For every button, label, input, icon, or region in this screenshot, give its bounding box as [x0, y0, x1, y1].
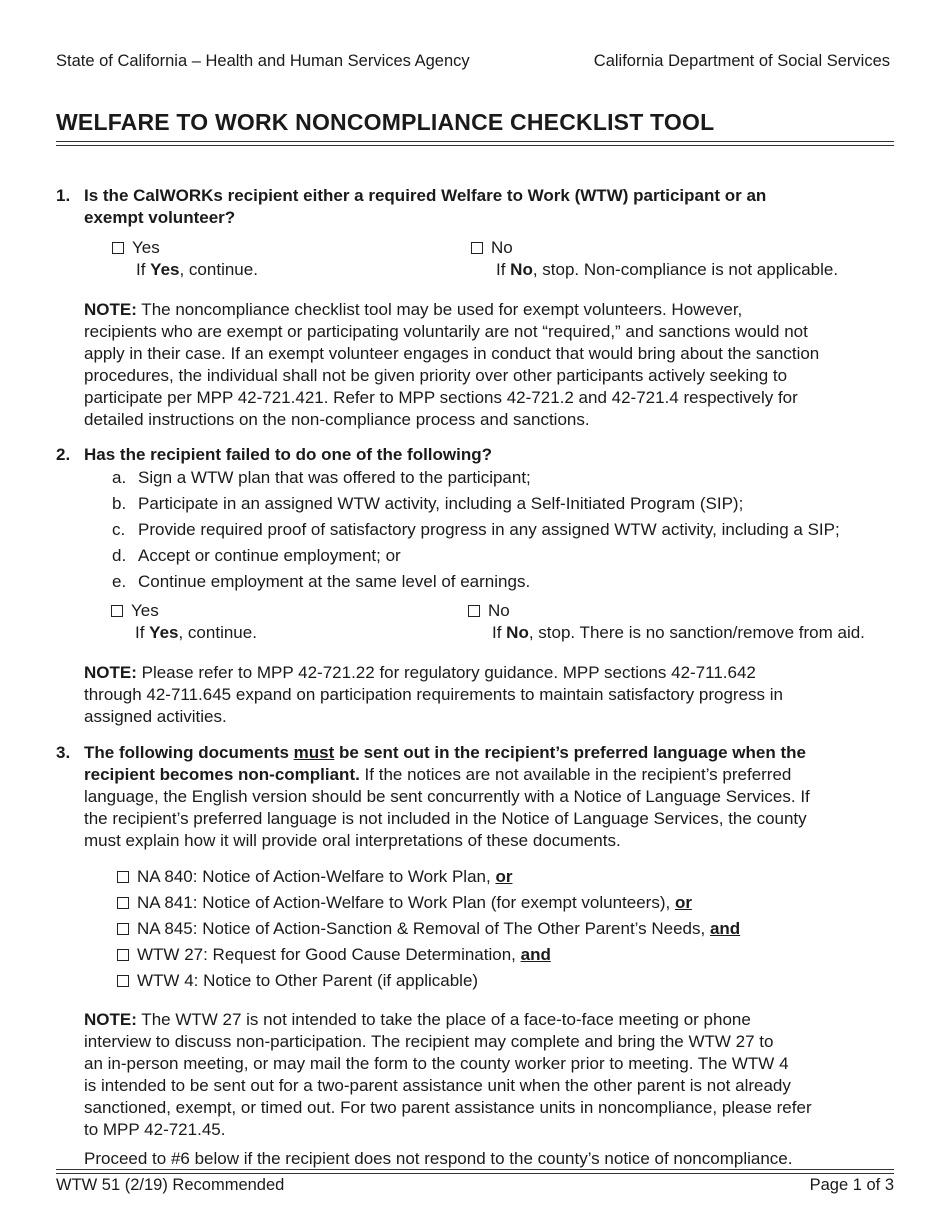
footer-page-number: Page 1 of 3 [809, 1176, 894, 1194]
q3-note-line: is intended to be sent out for a two-parent assistance unit when the other parent is not already [84, 1076, 791, 1095]
doc-text: WTW 27: Request for Good Cause Determination, [137, 945, 521, 964]
page-title: WELFARE TO WORK NONCOMPLIANCE CHECKLIST TOOL [56, 109, 715, 135]
doc-checkbox-item[interactable] [117, 892, 740, 918]
q2-note-label: NOTE: [84, 663, 137, 682]
q1-number: 1. [56, 186, 71, 205]
doc-text: NA 840: Notice of Action-Welfare to Work Plan, [137, 867, 496, 886]
doc-checkbox[interactable] [117, 897, 129, 909]
q3-line: must explain how it will provide oral interpretations of these documents. [84, 831, 621, 850]
q1-yes-label: Yes [132, 238, 160, 257]
q3-note-line: sanctioned, exempt, or timed out. For two parent assistance units in noncompliance, please refer [84, 1098, 812, 1117]
footer-divider [56, 1169, 894, 1170]
q1-note-line: detailed instructions on the non-compliance process and sanctions. [84, 410, 590, 429]
title-divider [56, 141, 894, 142]
q2-no-checkbox[interactable] [468, 605, 480, 617]
list-item [112, 467, 840, 493]
q2-note-line: through 42-711.645 expand on participation requirements to maintain satisfactory progress in [84, 685, 783, 704]
q1-no-label: No [491, 238, 513, 257]
q2-yes-option[interactable] [111, 600, 159, 622]
q1-yes-instruction [136, 259, 258, 281]
q3-proceed-instruction: Proceed to #6 below if the recipient does not respond to the county’s notice of noncompliance. [84, 1149, 793, 1168]
list-item-letter: c. [112, 520, 126, 539]
q1-note [84, 299, 819, 431]
q3-line2-rest: If the notices are not available in the recipient’s preferred [359, 765, 792, 784]
doc-text: NA 841: Notice of Action-Welfare to Work Plan (for exempt volunteers), [137, 893, 675, 912]
q2-note-line [84, 662, 783, 684]
q1-note-line: apply in their case. If an exempt volunteer engages in conduct that would bring about the sanction [84, 344, 820, 363]
doc-conjunction: or [674, 893, 692, 912]
q3-note-line: interview to discuss non-participation. The recipient may complete and bring the WTW 27 to [84, 1032, 774, 1051]
q1-question-line2: exempt volunteer? [84, 208, 236, 227]
doc-checkbox-item[interactable] [117, 918, 740, 944]
q2-yes-label: Yes [131, 601, 159, 620]
q1-note-line: recipients who are exempt or participating voluntarily are not “required,” and sanctions would not [84, 322, 808, 341]
q2-number: 2. [56, 445, 71, 464]
q2-note-line: assigned activities. [84, 707, 227, 726]
q2-no-label: No [488, 601, 510, 620]
q1-yes-option[interactable] [112, 237, 160, 259]
doc-checkbox[interactable] [117, 871, 129, 883]
q1-question [84, 185, 766, 229]
q3-note [84, 1009, 812, 1141]
doc-conjunction: and [520, 945, 551, 964]
q1-note-line [84, 299, 819, 321]
q1-no-note-bold: No [510, 260, 533, 279]
list-item-letter: a. [112, 468, 127, 487]
q1-no-instruction [496, 259, 838, 281]
q3-bold-b: be sent out in the recipient’s preferred language when the [334, 743, 806, 762]
doc-text: WTW 4: Notice to Other Parent (if applicable) [137, 971, 479, 990]
q2-yes-note-bold: Yes [149, 623, 179, 642]
doc-checkbox-item[interactable] [117, 866, 740, 892]
doc-checkbox[interactable] [117, 923, 129, 935]
q3-note-line: an in-person meeting, or may mail the form to the county worker prior to meeting. The WTW 4 [84, 1054, 789, 1073]
q2-no-option[interactable] [468, 600, 510, 622]
q2-yes-checkbox[interactable] [111, 605, 123, 617]
q3-line [84, 742, 810, 764]
footer-form-id: WTW 51 (2/19) Recommended [56, 1176, 285, 1194]
q1-note-line: procedures, the individual shall not be given priority over other participants actively seeking to [84, 366, 788, 385]
doc-conjunction: or [495, 867, 513, 886]
list-item [112, 545, 840, 571]
q3-question [84, 742, 810, 852]
doc-checkbox[interactable] [117, 949, 129, 961]
doc-checkbox[interactable] [117, 975, 129, 987]
list-item [112, 571, 840, 597]
doc-checkbox-item[interactable] [117, 944, 740, 970]
q2-no-instruction [492, 622, 865, 644]
q1-no-checkbox[interactable] [471, 242, 483, 254]
list-item-letter: e. [112, 572, 127, 591]
q1-question-line1: Is the CalWORKs recipient either a required Welfare to Work (WTW) participant or an [84, 186, 767, 205]
q1-yes-note-pre: If [136, 260, 151, 279]
q2-list [112, 467, 840, 597]
q3-bold-a: The following documents [84, 743, 294, 762]
footer-divider-double [56, 1173, 894, 1174]
list-item-letter: b. [112, 494, 127, 513]
q2-no-note-pre: If [492, 623, 507, 642]
title-divider-double [56, 145, 894, 146]
q2-question: Has the recipient failed to do one of the following? [84, 445, 493, 464]
q3-line: the recipient’s preferred language is not included in the Notice of Language Services, the county [84, 809, 807, 828]
doc-conjunction: and [709, 919, 741, 938]
list-item-text: Accept or continue employment; or [138, 546, 401, 565]
q2-yes-note-post: , continue. [178, 623, 257, 642]
q1-no-note-pre: If [496, 260, 511, 279]
q2-no-note-post: , stop. There is no sanction/remove from aid. [528, 623, 865, 642]
list-item-text: Continue employment at the same level of earnings. [138, 572, 531, 591]
q1-yes-checkbox[interactable] [112, 242, 124, 254]
q3-number: 3. [56, 743, 71, 762]
q1-no-note-post: , stop. Non-compliance is not applicable. [532, 260, 839, 279]
q3-note-line [84, 1009, 812, 1031]
q3-line [84, 764, 810, 786]
q1-note-text: The noncompliance checklist tool may be used for exempt volunteers. However, [136, 300, 743, 319]
q1-note-line: participate per MPP 42-721.421. Refer to MPP sections 42-721.2 and 42-721.4 respectively for [84, 388, 798, 407]
q3-note-text: The WTW 27 is not intended to take the place of a face-to-face meeting or phone [136, 1010, 751, 1029]
q2-yes-instruction [135, 622, 257, 644]
q3-doc-list [117, 866, 740, 996]
q3-note-label: NOTE: [84, 1010, 137, 1029]
header-department: California Department of Social Services [593, 52, 890, 70]
list-item-text: Provide required proof of satisfactory progress in any assigned WTW activity, including a SIP; [138, 520, 840, 539]
header-agency: State of California – Health and Human Services Agency [56, 52, 470, 70]
q1-note-label: NOTE: [84, 300, 137, 319]
q2-no-note-bold: No [506, 623, 529, 642]
q3-must: must [293, 743, 335, 762]
q3-line: language, the English version should be sent concurrently with a Notice of Language Services. If [84, 787, 810, 806]
doc-checkbox-item[interactable] [117, 970, 740, 996]
q2-note-text: Please refer to MPP 42-721.22 for regulatory guidance. MPP sections 42-711.642 [136, 663, 756, 682]
q3-bold-line2: recipient becomes non-compliant. [84, 765, 360, 784]
q2-yes-note-pre: If [135, 623, 150, 642]
q2-note [84, 662, 783, 728]
q3-note-line: to MPP 42-721.45. [84, 1120, 226, 1139]
q1-no-option[interactable] [471, 237, 513, 259]
list-item [112, 519, 840, 545]
doc-text: NA 845: Notice of Action-Sanction & Removal of The Other Parent’s Needs, [137, 919, 710, 938]
q1-yes-note-post: , continue. [179, 260, 258, 279]
list-item-letter: d. [112, 546, 127, 565]
list-item [112, 493, 840, 519]
list-item-text: Sign a WTW plan that was offered to the participant; [138, 468, 531, 487]
list-item-text: Participate in an assigned WTW activity, including a Self-Initiated Program (SIP); [138, 494, 744, 513]
q1-yes-note-bold: Yes [150, 260, 180, 279]
